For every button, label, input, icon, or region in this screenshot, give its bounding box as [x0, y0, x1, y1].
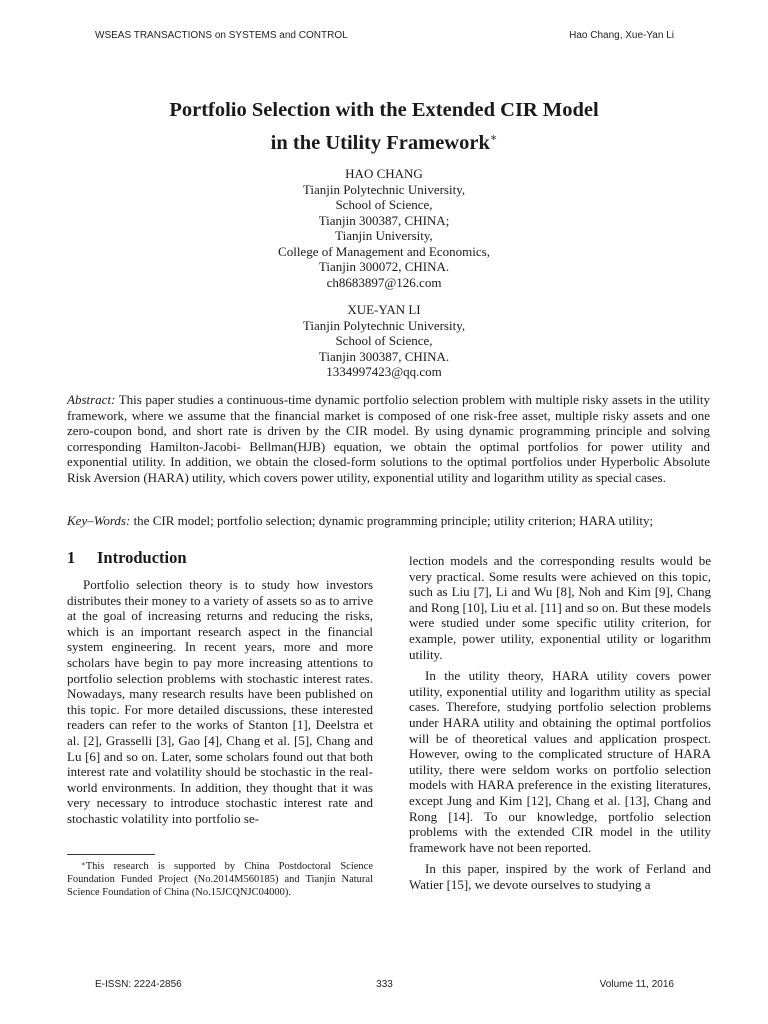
running-authors: Hao Chang, Xue-Yan Li	[569, 30, 674, 41]
keywords-label: Key–Words:	[67, 513, 131, 528]
abstract	[67, 392, 710, 485]
footer-issn: E-ISSN: 2224-2856	[95, 979, 182, 990]
footnote-rule	[67, 854, 155, 855]
author-affiliation-line: Tianjin Polytechnic University,	[302, 317, 466, 333]
keywords-text: the CIR model; portfolio selection; dynamic programming principle; utility criterion; HARA utility;	[133, 513, 654, 528]
footnote-text: This research is supported by China Postdoctoral Science Foundation Funded Project (No.2014M560185) and Tianjin Natural Science Foundation of China (No.15JCQNJC04000).	[67, 861, 373, 898]
paper-title	[0, 96, 768, 157]
title-line-2: in the Utility Framework	[270, 132, 490, 154]
journal-name: WSEAS TRANSACTIONS on SYSTEMS and CONTROL	[95, 30, 348, 41]
abstract-text: This paper studies a continuous-time dynamic portfolio selection problem with multiple risky assets in the utility framework, where we assume that the financial market is composed of one risk-free asset, multiple risky assets and one zero-coupon bond, and short rate is driven by the CIR model. By using dynamic programming principle and solving corresponding Hamilton-Jacobi- Bellman(HJB) equation, we obtain the optimal portfolios for power utility and exponential utility. In addition, we obtain the closed-form solutions to the optimal portfolios under Hyperbolic Absolute Risk Aversion (HARA) utility, which covers power utility, exponential utility and logarithm utility as special cases.	[67, 392, 710, 485]
author-affiliation-line: School of Science,	[335, 333, 433, 348]
author-affiliation-line: School of Science,	[335, 197, 433, 212]
author-name: HAO CHANG	[345, 166, 423, 181]
section-title: Introduction	[97, 548, 187, 567]
author-name: XUE-YAN LI	[347, 302, 421, 317]
title-footnote-mark: ∗	[489, 132, 498, 144]
author-block-1	[0, 166, 768, 290]
body-paragraph: lection models and the corresponding results would be very practical. Some results were achieved on this topic, such as Liu [7], Li and Wu [8], Noh and Kim [9], Chang and Rong [10], Liu et al. [11] and so on. But these models were studied under some specific utility criterion, for example, power utility, exponential utility or logarithm utility.	[409, 553, 711, 662]
author-email: 1334997423@qq.com	[326, 364, 442, 379]
title-line-1: Portfolio Selection with the Extended CIR Model	[169, 99, 599, 121]
keywords	[67, 513, 710, 529]
body-paragraph: In this paper, inspired by the work of Ferland and Watier [15], we devote ourselves to studying a	[409, 861, 711, 892]
author-block-2	[0, 302, 768, 380]
left-column	[67, 548, 373, 827]
abstract-label: Abstract:	[67, 392, 116, 407]
author-affiliation-line: Tianjin 300387, CHINA;	[318, 212, 450, 228]
author-affiliation-line: Tianjin Polytechnic University,	[302, 181, 466, 197]
body-paragraph: In the utility theory, HARA utility covers power utility, exponential utility and logarithm utility as special cases. Therefore, studying portfolio selection problems under HARA utility and obtaining the optimal portfolios will be of theoretical values and application prospect. However, owing to the complicated structure of HARA utility, there were seldom works on portfolio selection models with HARA preference in the existing literatures, except Jung and Kim [12], Chang et al. [13], Chang and Rong [14]. To our knowledge, portfolio selection problems with the extended CIR model in the utility framework have not been reported.	[409, 668, 711, 855]
running-header	[95, 30, 674, 41]
section-heading	[67, 548, 373, 568]
author-affiliation-line: College of Management and Economics,	[278, 243, 490, 259]
right-column	[409, 553, 711, 892]
page-number: 333	[376, 979, 393, 990]
author-affiliation-line: Tianjin University,	[335, 228, 433, 243]
author-affiliation-line: Tianjin 300072, CHINA.	[318, 259, 450, 274]
author-affiliation-line: Tianjin 300387, CHINA.	[318, 348, 450, 364]
footnote-mark: ∗	[81, 860, 86, 868]
footnote	[67, 858, 373, 899]
author-email: ch8683897@126.com	[326, 274, 442, 290]
body-paragraph: Portfolio selection theory is to study how investors distributes their money to a variety of assets so as to arrive at the goal of increasing returns and reducing the risks, which is an important research aspect in the financial system engineering. In recent years, more and more scholars have begin to pay more increasing attentions to portfolio selection problems with stochastic interest rates. Nowadays, many research results have been published on this topic. For more detailed discussions, these interested readers can refer to the works of Stanton [1], Deelstra et al. [2], Grasselli [3], Gao [4], Chang et al. [5], Chang and Lu [6] and so on. Later, some scholars found out that both interest rate and volatility should be stochastic in the real-world environments. In addition, they thought that it was very necessary to introduce stochastic interest rate and stochastic volatility into portfolio se-	[67, 577, 373, 826]
footer-volume: Volume 11, 2016	[599, 979, 674, 990]
section-number: 1	[67, 548, 76, 567]
